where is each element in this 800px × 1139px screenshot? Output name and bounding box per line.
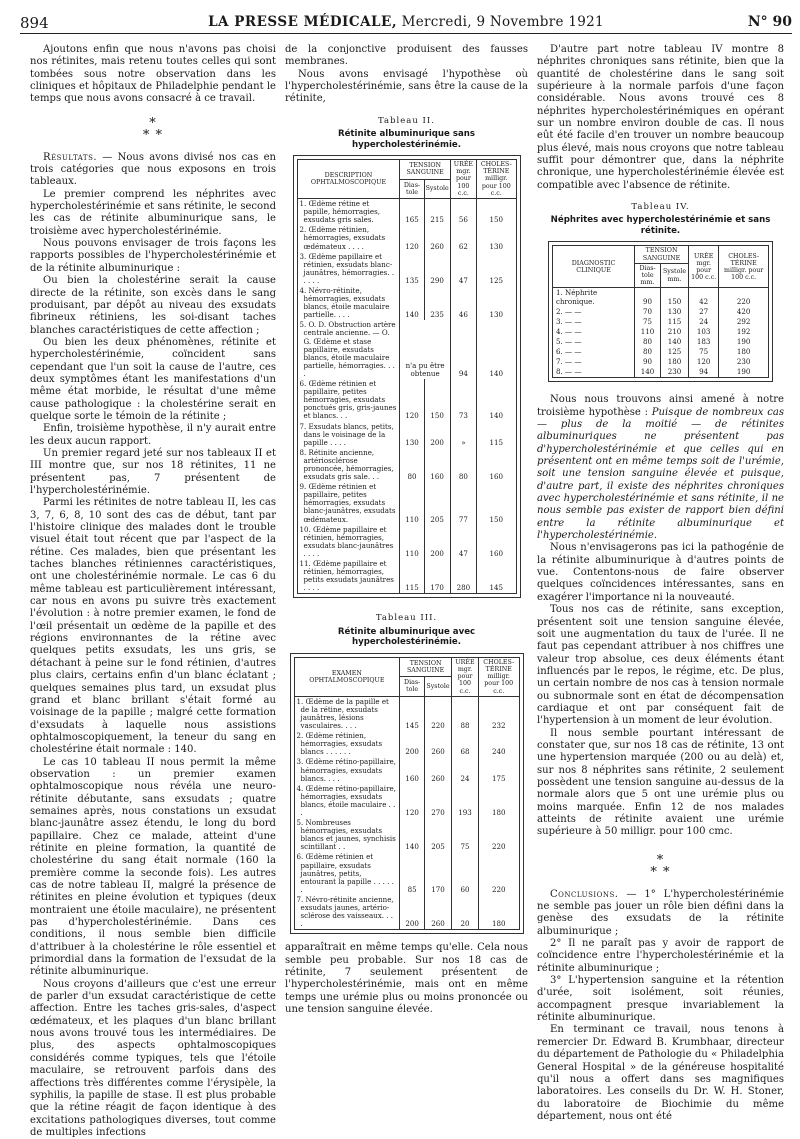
- cholesterine-cell: 180: [719, 347, 769, 357]
- diastole-cell: 160: [400, 757, 425, 783]
- uree-cell: 75: [452, 818, 479, 852]
- col-header-description: DESCRIPTION OPHTALMOSCOPIQUE: [297, 160, 400, 199]
- paragraph: Le cas 10 tableau II nous permit la même observation : un premier examen ophtalmoscopique nous révéla une neuro-rétinite débutante, sans exsudats ; quatre semaines après, nous constations un exsudat blanc-jaunâtre assez étendu, le long du bord papillaire. Chez ce malade, atteint d'une rétinite en pleine formation, la quantité de cholestérine du sang était normale (160 la première comme la seconde fois). Les autres cas de notre tableau II, malgré la présence de rétinites en pleine évolution et typiques (deux montraient une étoile maculaire), ne présentent pas d'hypercholestérinémie. Dans ces conditions, il nous semble bien difficile d'attribuer à la cholestérine le rôle essentiel et primordial dans la formation de l'exsudat de la rétinite albuminurique.: [30, 756, 276, 978]
- col-header-diastole: Dias-tole: [400, 677, 425, 697]
- description-cell: 7. Névro-rétinite ancienne, exsudats jaunes, artério-sclérose des vaisseaux. . . .: [294, 895, 400, 930]
- table-4: [552, 245, 769, 378]
- diastole-cell: 75: [635, 317, 661, 327]
- diastole-cell: 140: [400, 286, 424, 320]
- table-row: [294, 731, 519, 757]
- table-3-frame: [290, 653, 524, 935]
- cholesterine-cell: 145: [477, 559, 516, 594]
- cholesterine-cell: 240: [479, 731, 520, 757]
- systole-cell: 260: [424, 225, 450, 251]
- table-row: [294, 784, 519, 818]
- table-2: [297, 159, 517, 594]
- uree-cell: 103: [689, 327, 719, 337]
- table-row: [297, 422, 516, 448]
- paragraph: Ou bien les deux phénomènes, rétinite et hypercholestérinémie, coïncident sans cependant que l'un soit la cause de l'autre, ces deux symptômes étant les manifestations d'un même état morbide, le résultat d'une même cause pathologique : la cholestérine serait en quelque sorte le témoin de la rétinite ;: [30, 336, 276, 422]
- diastole-cell: 85: [400, 852, 425, 894]
- diastole-cell: 165: [400, 199, 424, 226]
- diastole-cell: 110: [400, 482, 424, 524]
- table-3-title: Tableau III.: [375, 613, 438, 624]
- table-row: [297, 482, 516, 524]
- diastole-cell: 135: [400, 252, 424, 286]
- uree-cell: 24: [689, 317, 719, 327]
- table-2-title: Tableau II.: [378, 115, 435, 126]
- cholesterine-cell: 292: [719, 317, 769, 327]
- uree-cell: 193: [452, 784, 479, 818]
- uree-cell: 120: [689, 357, 719, 367]
- uree-cell: 24: [452, 757, 479, 783]
- description-cell: 1. Œdème rétine et papille, hémorragies, exsudats gris sales.: [297, 199, 400, 226]
- uree-cell: 46: [450, 286, 476, 320]
- description-cell: 6. Œdème rétinien et papillaire, exsudats jaunâtres, petits, entourant la papille . . . . . .: [294, 852, 400, 894]
- description-cell: 10. Œdème papillaire et rétinien, hémorragies, exsudats blanc-jaunâtres . . . .: [297, 525, 400, 559]
- uree-cell: 20: [452, 895, 479, 930]
- table-row: [553, 357, 769, 367]
- cholesterine-cell: 232: [479, 696, 520, 731]
- paragraph: Il nous semble pourtant intéressant de constater que, sur nos 18 cas de rétinite, 13 ont une hypertension marquée (200 ou au delà) et, sur nos 8 néphrites sans rétinite, 2 seulement possèdent une tension sanguine au-dessus de la normale alors que 5 ont une urémie plus ou moins marquée. Enfin 12 de nos malades atteints de rétinite avaient une urémie supérieure à 50 milligr. pour 100 cmc.: [537, 727, 784, 838]
- cholesterine-cell: 230: [719, 357, 769, 367]
- col-header-systole: Systole mm.: [660, 263, 688, 288]
- diastole-cell: 110: [635, 327, 661, 337]
- uree-cell: 80: [450, 448, 476, 482]
- cholesterine-cell: 175: [479, 757, 520, 783]
- uree-cell: »: [450, 422, 476, 448]
- table-row: [294, 852, 519, 894]
- col-header-tension: TENSION SANGUINE: [635, 246, 689, 263]
- systole-cell: 160: [424, 448, 450, 482]
- paragraph: Nous pouvons envisager de trois façons les rapports possibles de l'hypercholestérinémie et de la rétinite albuminurique :: [30, 238, 276, 274]
- table-2-frame: [293, 155, 521, 598]
- systole-cell: 170: [424, 559, 450, 594]
- col-header-diagnostic: DIAGNOSTIC CLINIQUE: [553, 246, 635, 288]
- cholesterine-cell: 220: [479, 852, 520, 894]
- uree-cell: 56: [450, 199, 476, 226]
- uree-cell: 77: [450, 482, 476, 524]
- table-row: [294, 895, 519, 930]
- issue-number: N° 90: [747, 14, 792, 30]
- systole-cell: 230: [660, 367, 688, 378]
- table-row: [294, 818, 519, 852]
- cholesterine-cell: 180: [479, 895, 520, 930]
- diagnostic-cell: 7. — —: [553, 357, 635, 367]
- uree-cell: 88: [452, 696, 479, 731]
- description-cell: 3. Œdème papillaire et rétinien, exsudats blanc-jaunâtres, hémorragies. . . . . .: [297, 252, 400, 286]
- diagnostic-cell: 1. Néphrite chronique.: [553, 288, 635, 307]
- section-heading: Résultats.: [43, 151, 98, 163]
- diagnostic-cell: 3. — —: [553, 317, 635, 327]
- systole-cell: 180: [660, 357, 688, 367]
- uree-cell: 94: [689, 367, 719, 378]
- table-row: [297, 199, 516, 226]
- uree-cell: 280: [450, 559, 476, 594]
- diastole-cell: 115: [400, 559, 424, 594]
- cholesterine-cell: 115: [477, 422, 516, 448]
- issue-date: Mercredi, 9 Novembre 1921: [401, 14, 604, 30]
- diastole-cell: 120: [400, 784, 425, 818]
- cholesterine-cell: 140: [477, 320, 516, 379]
- journal-title: LA PRESSE MÉDICALE,: [208, 14, 398, 30]
- paragraph: Enfin, troisième hypothèse, il n'y aurait entre les deux aucun rapport.: [30, 423, 276, 447]
- uree-cell: 27: [689, 307, 719, 317]
- paragraph: Parmi les rétinites de notre tableau II, les cas 3, 7, 6, 8, 10 sont des cas de début, tant par l'histoire clinique des malades dont le trouble visuel était tout récent que par l'aspect de la rétine. Ces malades, bien que présentant les taches blanches rétiniennes caractéristiques, ont une cholestérinémie normale. Le cas 6 du même tableau est particulièrement intéressant, car nous en avons pu suivre très exactement l'évolution : à notre premier examen, le fond de l'œil présentait un œdème de la papille et des régions environnantes de la rétine avec quelques petits exsudats, les uns gris, se détachant à peine sur le fond rétinien, d'autres plus clairs, certains enfin d'un blanc éclatant ; quelques semaines plus tard, un exsudat plus grand et blanc brillant s'était formé au voisinage de la papille ; malgré cette formation d'exsudats à laquelle nous assistions ophtalmoscopiquement, la teneur du sang en cholestérine était normale : 140.: [30, 497, 276, 756]
- description-cell: 2. Œdème rétinien, hémorragies, exsudats œdémateux . . . .: [297, 225, 400, 251]
- table-row: [553, 347, 769, 357]
- table-row: [553, 367, 769, 378]
- paragraph: Ajoutons enfin que nous n'avons pas choisi nos rétinites, mais retenu toutes celles qui sont tombées sous notre observation dans les cliniques et hôpitaux de Philadelphie pendant le temps que nous avons consacré à ce travail.: [30, 44, 276, 105]
- col-header-systole: Systole: [425, 677, 452, 697]
- diastole-cell: 200: [400, 895, 425, 930]
- uree-cell: 94: [450, 320, 476, 379]
- diagnostic-cell: 6. — —: [553, 347, 635, 357]
- diastole-cell: 70: [635, 307, 661, 317]
- diastole-cell: 90: [635, 288, 661, 307]
- systole-cell: 140: [660, 337, 688, 347]
- diastole-cell: 200: [400, 731, 425, 757]
- description-cell: 1. Œdème de la papille et de la rétine, exsudats jaunâtres, lésions vasculaires. . . .: [294, 696, 400, 731]
- column-2: [285, 44, 528, 1076]
- cholesterine-cell: 192: [719, 327, 769, 337]
- cholesterine-cell: 190: [719, 337, 769, 347]
- table-2-subtitle: Rétinite albuminurique sans hypercholestérinémie.: [337, 129, 476, 150]
- diastole-cell: 80: [400, 448, 424, 482]
- table-row: [297, 525, 516, 559]
- col-header-cholesterine: CHOLES-TÉRINE milligr. pour 100 c.c.: [477, 160, 516, 199]
- diastole-cell: 120: [400, 225, 424, 251]
- systole-cell: 125: [660, 347, 688, 357]
- table-row: [294, 757, 519, 783]
- table-3: [294, 657, 520, 931]
- paragraph: Nous nous trouvons ainsi amené à notre troisième hypothèse : Puisque de nombreux cas — plus de la moitié — de rétinites albuminuriques ne présentent pas d'hypercholestérinémie et que celles qui en présentent ont en même temps soit de l'urémie, soit une tension sanguine élevée et puisque, d'autre part, il existe des néphrites chroniques avec hypercholestérinémie et sans rétinite, il ne nous semble pas exister de rapport bien défini entre la rétinite albuminurique et l'hypercholestérinémie.: [537, 394, 784, 542]
- diastole-cell: 140: [635, 367, 661, 378]
- uree-cell: 47: [450, 525, 476, 559]
- tension-cell: n'a pu être obtenue: [400, 320, 450, 379]
- col-header-tension: TENSION SANGUINE: [400, 657, 452, 677]
- diagnostic-cell: 2. — —: [553, 307, 635, 317]
- diastole-cell: 90: [635, 357, 661, 367]
- diagnostic-cell: 8. — —: [553, 367, 635, 378]
- col-header-uree: URÉE mgr. pour 100 c.c.: [689, 246, 719, 288]
- cholesterine-cell: 130: [477, 286, 516, 320]
- col-header-cholesterine: CHOLES-TÉRINE milligr. pour 100 c.c.: [479, 657, 520, 696]
- systole-cell: 150: [660, 288, 688, 307]
- col-header-diastole: Dias-tole: [400, 179, 424, 199]
- systole-cell: 260: [425, 757, 452, 783]
- uree-cell: 42: [689, 288, 719, 307]
- systole-cell: 150: [424, 379, 450, 421]
- cholesterine-cell: 140: [477, 379, 516, 421]
- table-row: [553, 337, 769, 347]
- cholesterine-cell: 125: [477, 252, 516, 286]
- systole-cell: 115: [660, 317, 688, 327]
- description-cell: 8. Rétinite ancienne, artériosclérose prononcée, hémorragies, exsudats gris sale. . .: [297, 448, 400, 482]
- col-header-tension: TENSION SANGUINE: [400, 160, 450, 180]
- uree-cell: 68: [452, 731, 479, 757]
- paragraph: D'autre part notre tableau IV montre 8 néphrites chroniques sans rétinite, bien que la quantité de cholestérine dans le sang soit supérieure à la normale parfois d'une façon considérable. Nous avons trouvé ces 8 néphrites hypercholestérinémiques en opérant sur un nombre environ double de cas. Il nous eût été facile d'en trouver un nombre beaucoup plus élevé, mais nous croyons que notre tableau suffit pour démontrer que, dans la néphrite chronique, une hypercholestérinémie élevée est compatible avec l'absence de rétinite.: [537, 44, 784, 191]
- paragraph: Tous nos cas de rétinite, sans exception, présentent soit une tension sanguine élevée, soit une augmentation du taux de l'urée. Il ne faut pas cependant attribuer à nos chiffres une valeur trop absolue, ces deux éléments étant influencés par le repos, le régime, etc. De plus, un certain nombre de nos cas à tension normale ou subnormale sont en état de décompensation cardiaque et ont par conséquent fait de l'hypertension à un moment de leur évolution.: [537, 604, 784, 727]
- systole-cell: 200: [424, 525, 450, 559]
- paragraph: Un premier regard jeté sur nos tableaux II et III montre que, sur nos 18 rétinites, 11 ne présentent pas, 7 présentent de l'hypercholestérinémie.: [30, 447, 276, 496]
- table-4-subtitle: Néphrites avec hypercholestérinémie et sans rétinite.: [550, 215, 771, 236]
- description-cell: 7. Exsudats blancs, petits, dans le voisinage de la papille . . . .: [297, 422, 400, 448]
- uree-cell: 75: [689, 347, 719, 357]
- diastole-cell: 80: [635, 347, 661, 357]
- diastole-cell: 80: [635, 337, 661, 347]
- page-header: [20, 14, 792, 34]
- col-header-diastole: Dias-tole mm.: [635, 263, 661, 288]
- uree-cell: 60: [452, 852, 479, 894]
- paragraph: Conclusions. — 1° L'hypercholestérinémie ne semble pas jouer un rôle bien défini dans la genèse des exsudats de la rétinite albuminurique ;: [537, 888, 784, 937]
- cholesterine-cell: 150: [477, 199, 516, 226]
- systole-cell: 210: [660, 327, 688, 337]
- diagnostic-cell: 4. — —: [553, 327, 635, 337]
- systole-cell: 170: [425, 852, 452, 894]
- paragraph: Nous avons envisagé l'hypothèse où l'hypercholestérinémie, sans être la cause de la rétinite,: [285, 68, 528, 105]
- description-cell: 2. Œdème rétinien, hémorragies, exsudats blancs . . . . . .: [294, 731, 400, 757]
- paragraph: Nous croyons d'ailleurs que c'est une erreur de parler d'un exsudat caractéristique de cette affection. Entre les taches gris-sales, d'aspect œdémateux, et les plaques d'un blanc brillant nous avons trouvé tous les intermédiaires. De plus, des aspects ophtalmoscopiques considérés comme typiques, tels que l'étoile maculaire, se retrouvent parfois dans des affections très différentes comme l'érysipèle, la syphilis, la papille de stase. Il est plus probable que la rétine réagit de façon identique à des excitations pathologiques diverses, tout comme de multiples infections: [30, 978, 276, 1138]
- paragraph: Nous n'envisagerons pas ici la pathogénie de la rétinite albuminurique à d'autres points de vue. Contentons-nous de faire observer quelques coïncidences intéressantes, sans en exagérer l'importance ni la nouveauté.: [537, 542, 784, 603]
- description-cell: 5. O. D. Obstruction artère centrale ancienne. — O. G. Œdème et stase papillaire, exsudats blancs, étoile maculaire partielle, hémorragies. . . .: [297, 320, 400, 379]
- diastole-cell: 145: [400, 696, 425, 731]
- table-row: [294, 696, 519, 731]
- col-header-uree: URÉE mgr. pour 100 c.c.: [450, 160, 476, 199]
- uree-cell: 62: [450, 225, 476, 251]
- systole-cell: 200: [424, 422, 450, 448]
- table-row: [297, 448, 516, 482]
- column-1: [30, 44, 276, 1138]
- uree-cell: 47: [450, 252, 476, 286]
- cholesterine-cell: 190: [719, 367, 769, 378]
- asterism: * * *: [650, 852, 671, 880]
- cholesterine-cell: 150: [477, 482, 516, 524]
- systole-cell: 260: [425, 731, 452, 757]
- systole-cell: 205: [424, 482, 450, 524]
- column-3: [537, 44, 784, 1122]
- paragraph: Le premier comprend les néphrites avec hypercholestérinémie et sans rétinite, le second les cas de rétinite albuminurique sans, le troisième avec hypercholestérinémie.: [30, 188, 276, 237]
- table-row: [297, 225, 516, 251]
- description-cell: 6. Œdème rétinien et papillaire, petites hémorragies, exsudats ponctués gris, gris-jaunes et blancs. . .: [297, 379, 400, 421]
- table-row: [297, 286, 516, 320]
- table-row: [297, 252, 516, 286]
- diastole-cell: 140: [400, 818, 425, 852]
- systole-cell: 235: [424, 286, 450, 320]
- systole-cell: 220: [425, 696, 452, 731]
- description-cell: 9. Œdème rétinien et papillaire, petites hémorragies, exsudats blanc-jaunâtres, exsudats œdémateux.: [297, 482, 400, 524]
- section-heading: Conclusions.: [550, 888, 619, 900]
- italic-hypothesis: Puisque de nombreux cas — plus de la moitié — de rétinites albuminuriques ne présentent pas d'hypercholestérinémie et que celles qui en présentent ont en même temps soit de l'urémie, soit une tension sanguine élevée et puisque, d'autre part, il existe des néphrites chroniques avec hypercholestérinémie et sans rétinite, il ne nous semble pas exister de rapport bien défini entre la rétinite albuminurique et l'hypercholestérinémie.: [537, 406, 784, 542]
- cholesterine-cell: 180: [479, 784, 520, 818]
- description-cell: 4. Névro-rétinite, hémorragies, exsudats blancs, étoile maculaire partielle. . . .: [297, 286, 400, 320]
- table-4-frame: [548, 241, 773, 382]
- systole-cell: 290: [424, 252, 450, 286]
- table-row: [297, 559, 516, 594]
- col-header-cholesterine: CHOLES-TÉRINE milligr. pour 100 c.c.: [719, 246, 769, 288]
- uree-cell: 73: [450, 379, 476, 421]
- systole-cell: 260: [425, 895, 452, 930]
- col-header-systole: Systole: [424, 179, 450, 199]
- paragraph: 3° L'hypertension sanguine et la rétention d'urée, soit isolément, soit réunies, accompagnent presque invariablement la rétinite albuminurique.: [537, 975, 784, 1024]
- diastole-cell: 120: [400, 379, 424, 421]
- cholesterine-cell: 220: [479, 818, 520, 852]
- cholesterine-cell: 160: [477, 525, 516, 559]
- table-row: [553, 288, 769, 307]
- description-cell: 5. Nombreuses hémorragies, exsudats blancs et jaunes, synchisis scintillant . .: [294, 818, 400, 852]
- table-3-subtitle: Rétinite albuminurique avec hypercholestérinémie.: [337, 626, 476, 648]
- table-row: [553, 317, 769, 327]
- page-number: 894: [20, 14, 49, 32]
- asterism: * * *: [142, 115, 164, 143]
- col-header-examen: EXAMEN OPHTALMOSCOPIQUE: [294, 657, 400, 696]
- diastole-cell: 130: [400, 422, 424, 448]
- paragraph: Résultats. — Nous avons divisé nos cas en trois catégories que nous exposons en trois tableaux.: [30, 151, 276, 188]
- cholesterine-cell: 420: [719, 307, 769, 317]
- paragraph: En terminant ce travail, nous tenons à remercier Dr. Edward B. Krumbhaar, directeur du département de Pathologie du « Philadelphia General Hospital » de la généreuse hospitalité qu'il nous a offert dans ses magnifiques laboratoires. Les conseils du Dr. W. H. Stoner, du laboratoire de Biochimie du même département, nous ont été: [537, 1024, 784, 1122]
- description-cell: 3. Œdème rétino-papillaire, hémorragies, exsudats blancs. . . .: [294, 757, 400, 783]
- table-row: [297, 320, 516, 379]
- diastole-cell: 110: [400, 525, 424, 559]
- description-cell: 11. Œdème papillaire et rétinien, hémorragies, petits exsudats jaunâtres . . . .: [297, 559, 400, 594]
- cholesterine-cell: 220: [719, 288, 769, 307]
- cholesterine-cell: 160: [477, 448, 516, 482]
- table-row: [553, 307, 769, 317]
- paragraph: apparaîtrait en même temps qu'elle. Cela nous semble peu probable. Sur nos 18 cas de rétinite, 7 seulement présentent de l'hypercholestérinémie, mais ont en même temps une urémie plus ou moins prononcée ou une tension sanguine élevée.: [285, 942, 528, 1015]
- paragraph: Ou bien la cholestérine serait la cause directe de la rétinite, son excès dans le sang produisant, par dépôt au niveau des exsudats fibrineux rétiniens, les soi-disant taches blanches caractéristiques de cette affection ;: [30, 275, 276, 336]
- systole-cell: 205: [425, 818, 452, 852]
- table-4-title: Tableau IV.: [631, 202, 690, 213]
- diagnostic-cell: 5. — —: [553, 337, 635, 347]
- cholesterine-cell: 130: [477, 225, 516, 251]
- col-header-uree: URÉE mgr. pour 100 c.c.: [452, 657, 479, 696]
- description-cell: 4. Œdème rétino-papillaire, hémorragies, exsudats blancs, étoile maculaire . . .: [294, 784, 400, 818]
- table-row: [553, 327, 769, 337]
- systole-cell: 270: [425, 784, 452, 818]
- paragraph: de la conjonctive produisent des fausses membranes.: [285, 44, 528, 68]
- table-row: [297, 379, 516, 421]
- systole-cell: 130: [660, 307, 688, 317]
- journal-line: [20, 14, 792, 30]
- uree-cell: 183: [689, 337, 719, 347]
- paragraph: 2° Il ne paraît pas y avoir de rapport de coïncidence entre l'hypercholestérinémie et la rétinite albuminurique ;: [537, 938, 784, 974]
- systole-cell: 215: [424, 199, 450, 226]
